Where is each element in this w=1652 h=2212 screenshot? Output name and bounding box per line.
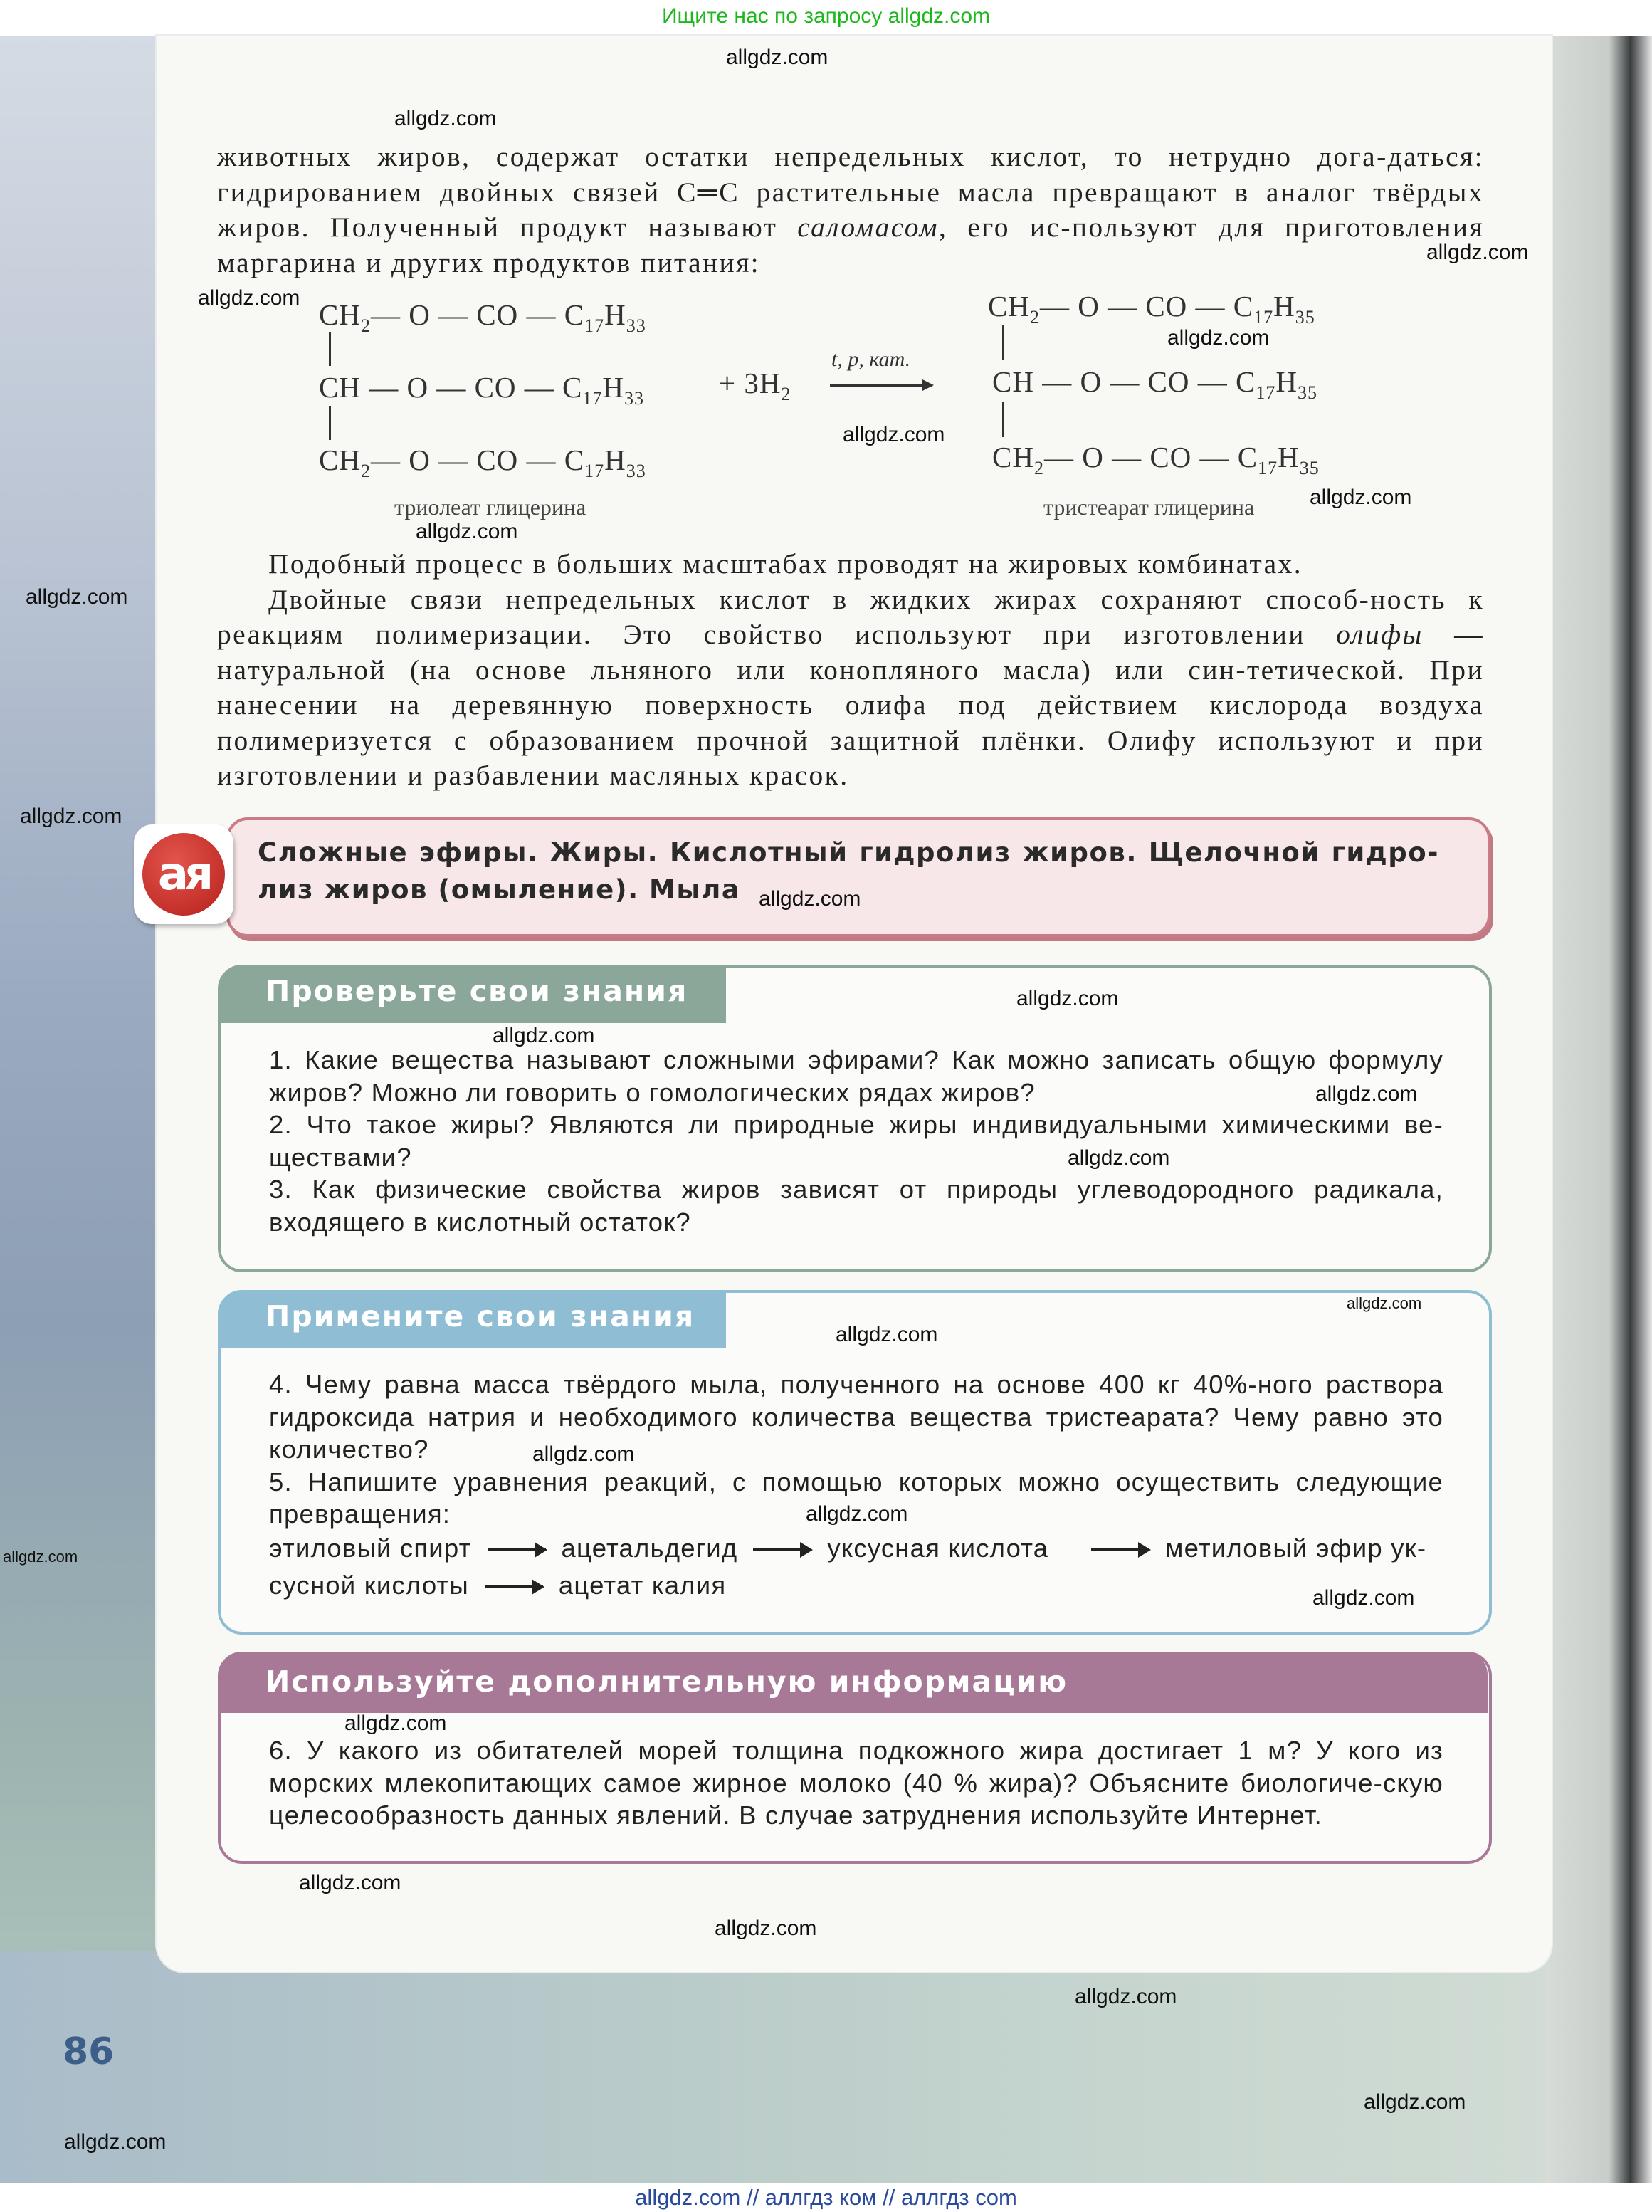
arrow-icon — [1091, 1548, 1149, 1551]
watermark: allgdz.com — [715, 1917, 817, 1940]
transformation-chain-line2: сусной кислоты ацетат калия — [269, 1571, 727, 1600]
watermark: allgdz.com — [344, 1712, 447, 1735]
watermark: allgdz.com — [1312, 1586, 1415, 1610]
bond-line — [329, 332, 331, 366]
watermark: allgdz.com — [64, 2130, 167, 2154]
left-row-3: $CH_2—$ O — CO — $C_{17}H_{33}$ — [319, 444, 646, 481]
watermark: allgdz.com — [416, 520, 518, 543]
watermark: allgdz.com — [1016, 987, 1119, 1010]
watermark: allgdz.com — [1315, 1082, 1418, 1106]
body-paragraphs: Подобный процесс в больших масштабах проводят на жировых комбинатах. Двойные связи непредельных кислот в жидких жирах сохраняют способ-ность к реакциям полимеризации. Это свойство используют при изготовлении олифы — натуральной (на основе льняного или конопляного масла) или син-тетической. При нанесении на деревянную поверхность олифа под действием кислорода воздуха полимеризуется с образованием прочной защитной плёнки. Олифу используют и при изготовлении и разбавлении масляных красок. — [217, 548, 1484, 791]
watermark: allgdz.com — [20, 804, 122, 828]
arrow-icon — [485, 1585, 543, 1588]
watermark: allgdz.com — [836, 1323, 938, 1346]
watermark: allgdz.com — [1075, 1985, 1177, 2008]
bond-line — [1002, 325, 1004, 360]
transformation-chain-line1: этиловый спирт ацетальдегид уксусная кислота метиловый эфир ук- — [269, 1534, 1427, 1563]
reaction-conditions: t, p, кат. — [831, 347, 911, 371]
summary-text: Сложные эфиры. Жиры. Кислотный гидролиз жиров. Щелочной гидро-лиз жиров (омыление). Мыла — [258, 837, 1439, 905]
right-row-3: $CH_2—$ O — CO — $C_{17}H_{35}$ — [992, 441, 1320, 478]
page-number: 86 — [63, 2030, 115, 2073]
watermark: allgdz.com — [843, 423, 945, 446]
watermark: allgdz.com — [3, 1548, 78, 1566]
intro-paragraph: животных жиров, содержат остатки непредельных кислот, то нетрудно дога-даться: гидрированием двойных связей C═C растительные масла превращают в аналог твёрдых жиров. Полученный продукт называют саломасом, его ис-пользуют для приготовления маргарина и других продуктов питания: — [217, 141, 1485, 278]
watermark: allgdz.com — [299, 1871, 401, 1894]
watermark: allgdz.com — [394, 107, 497, 130]
watermark: allgdz.com — [532, 1442, 635, 1466]
top-search-link[interactable]: Ищите нас по запросу allgdz.com — [661, 4, 991, 28]
bond-line — [1002, 402, 1004, 437]
apply-questions: 4. Чему равна масса твёрдого мыла, полученного на основе 400 кг 40%-ного раствора гидроксида натрия и необходимого количества вещества тристеарата? Чему равно это количество? 5. Напишите уравнения реакций, с помощью которых можно осуществить следующие превращения: — [269, 1370, 1443, 1529]
summary-logo-icon — [134, 824, 233, 924]
reagent: + $3H_2$ — [719, 367, 791, 404]
watermark: allgdz.com — [726, 46, 828, 69]
background-bottom — [0, 1951, 1652, 2186]
watermark: allgdz.com — [1068, 1146, 1170, 1170]
right-row-2: CH — O — CO — $C_{17}H_{35}$ — [992, 365, 1317, 403]
watermark: allgdz.com — [1310, 486, 1412, 509]
check-knowledge-title: Проверьте свои знания — [219, 966, 726, 1023]
background-right — [1545, 36, 1652, 2186]
background-left — [0, 36, 171, 2186]
check-questions: 1. Какие вещества называют сложными эфирами? Как можно записать общую формулу жиров? Можно ли говорить о гомологических рядах жиров? 2. Что такое жиры? Являются ли природные жиры индивидуальными химическими ве-ществами? 3. Как физические свойства жиров зависят от природы углеводородного радикала, входящего в кислотный остаток? — [269, 1045, 1443, 1237]
watermark: allgdz.com — [1347, 1294, 1422, 1312]
watermark: allgdz.com — [806, 1502, 908, 1526]
extra-question: 6. У какого из обитателей морей толщина подкожного жира достигает 1 м? У кого из морских млекопитающих самое жирное молоко (40 % жира)? Объясните биологиче-скую целесообразность данных явлений. В случае затруднения используйте Интернет. — [269, 1736, 1443, 1830]
watermark: allgdz.com — [1364, 2090, 1466, 2114]
watermark: allgdz.com — [493, 1024, 595, 1047]
reaction-arrow — [830, 384, 932, 387]
left-caption: триолеат глицерина — [394, 494, 586, 520]
extra-info-title: Используйте дополнительную информацию — [219, 1653, 1488, 1713]
watermark: allgdz.com — [198, 286, 300, 310]
left-row-2: CH — O — CO — $C_{17}H_{33}$ — [319, 371, 644, 409]
watermark: allgdz.com — [26, 585, 128, 609]
watermark: allgdz.com — [1167, 326, 1270, 350]
arrow-icon — [488, 1548, 546, 1551]
bond-line — [329, 406, 331, 440]
right-caption: тристеарат глицерина — [1043, 494, 1255, 520]
left-row-1: $CH_2—$ O — CO — $C_{17}H_{33}$ — [319, 298, 646, 336]
arrow-icon — [753, 1548, 811, 1551]
logo-letters: ая — [142, 833, 225, 916]
apply-knowledge-title: Примените свои знания — [219, 1291, 726, 1348]
watermark: allgdz.com — [1426, 241, 1529, 264]
right-row-1: $CH_2—$ O — CO — $C_{17}H_{35}$ — [988, 290, 1315, 327]
watermark: allgdz.com — [759, 887, 861, 911]
bottom-link-bar[interactable]: allgdz.com // аллгдз ком // аллгдз com — [0, 2183, 1652, 2212]
